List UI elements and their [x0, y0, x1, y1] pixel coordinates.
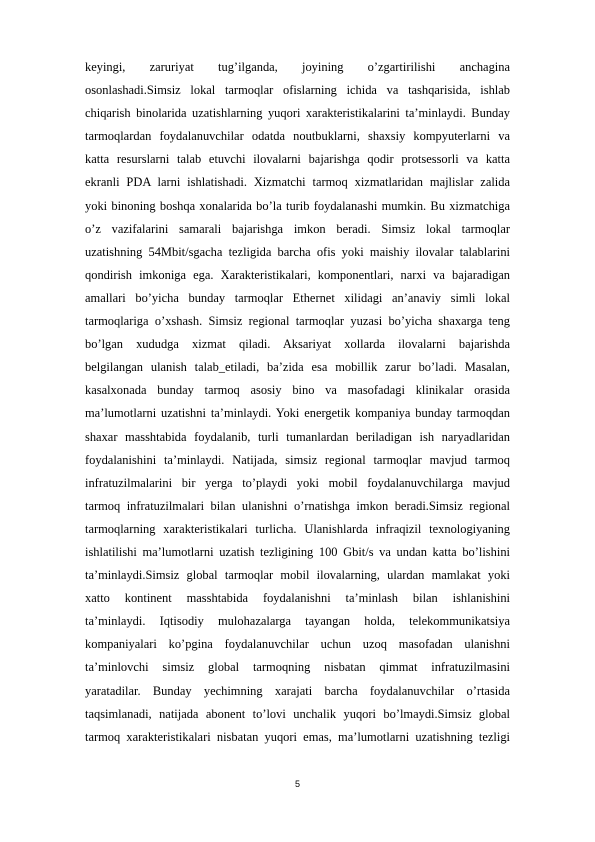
text-line: bo’lgan xududga xizmat qiladi. Aksariyat xollarda ilovalarni bajarishda [85, 337, 510, 352]
page-number: 5 [294, 779, 300, 789]
text-line: uzatishning 54Mbit/sgacha tezligida barcha ofis yoki maishiy ilovalar talablarini [85, 244, 510, 259]
text-line: tarmoq infratuzilmalari bilan ulanishni o’rnatishga imkon beradi.Simsiz regional [85, 498, 510, 513]
text-line: o’z vazifalarini samarali bajarishga imkon beradi. Simsiz lokal tarmoqlar [85, 221, 510, 236]
text-line: yoki binoning boshqa xonalarida bo’la turib foydalanashi mumkin. Bu xizmatchiga [85, 198, 510, 213]
text-line: ta’minlaydi.Simsiz global tarmoqlar mobil ilovalarning, ulardan mamlakat yoki [85, 568, 510, 583]
text-line: tarmoqlarning xarakteristikalari turlicha. Ulanishlarda infraqizil texnologiyaning [85, 521, 510, 536]
text-line: chiqarish binolarida uzatishlarning yuqori xarakteristikalarini ta’minlaydi. Bunday [85, 106, 510, 121]
text-line: ta’minlovchi simsiz global tarmoqning nisbatan qimmat infratuzilmasini [85, 660, 510, 675]
text-line: belgilangan ulanish talab_etiladi, ba’zida esa mobillik zarur bo’ladi. Masalan, [85, 360, 510, 375]
text-line: xatto kontinent masshtabida foydalanishni ta’minlash bilan ishlanishini [85, 591, 510, 606]
text-line: kompaniyalari ko’pgina foydalanuvchilar uchun uzoq masofadan ulanishni [85, 637, 510, 652]
text-line: osonlashadi.Simsiz lokal tarmoqlar ofislarning ichida va tashqarisida, ishlab [85, 83, 510, 98]
text-line: ta’minlaydi. Iqtisodiy mulohazalarga tayangan holda, telekommunikatsiya [85, 614, 510, 629]
text-line: tarmoqlariga o’xshash. Simsiz regional tarmoqlar yuzasi bo’yicha shaxarga teng [85, 314, 510, 329]
text-line: tarmoqlardan foydalanuvchilar odatda noutbuklarni, shaxsiy kompyuterlarni va [85, 129, 510, 144]
text-line: amallari bo’yicha bunday tarmoqlar Ethernet xilidagi an’anaviy simli lokal [85, 290, 510, 305]
text-line: yaratadilar. Bunday yechimning xarajati barcha foydalanuvchilar o’rtasida [85, 683, 510, 698]
text-line: qondirish imkoniga ega. Xarakteristikalari, komponentlari, narxi va bajaradigan [85, 267, 510, 282]
text-line: katta resurslarni talab etuvchi ilovalarni bajarishga qodir protsessorli va katta [85, 152, 510, 167]
body-text [85, 56, 510, 749]
text-line: keyingi, zaruriyat tug’ilganda, joyining o’zgartirilishi anchagina [85, 60, 510, 74]
text-line: ishlatilishi ma’lumotlarni uzatish tezligining 100 Gbit/s va undan katta bo’lishini [85, 544, 510, 559]
text-line: taqsimlanadi, natijada abonent to’lovi unchalik yuqori bo’lmaydi.Simsiz global [85, 706, 510, 721]
text-line: ma’lumotlarni uzatishni ta’minlaydi. Yoki energetik kompaniya bunday tarmoqdan [85, 406, 510, 421]
text-line: tarmoq xarakteristikalari nisbatan yuqori emas, ma’lumotlarni uzatishning tezligi [85, 729, 510, 744]
text-line: ekranli PDA larni ishlatishadi. Xizmatchi tarmoq xizmatlaridan majlislar zalida [85, 175, 510, 190]
text-line: shaxar masshtabida foydalanib, turli tumanlardan beriladigan ish naryadlaridan [85, 429, 510, 444]
text-line: infratuzilmalarini bir yerga to’playdi yoki mobil foydalanuvchilarga mavjud [85, 475, 510, 490]
text-line: foydalanishini ta’minlaydi. Natijada, simsiz regional tarmoqlar mavjud tarmoq [85, 452, 510, 467]
text-line: kasalxonada bunday tarmoq asosiy bino va masofadagi klinikalar orasida [85, 383, 510, 398]
